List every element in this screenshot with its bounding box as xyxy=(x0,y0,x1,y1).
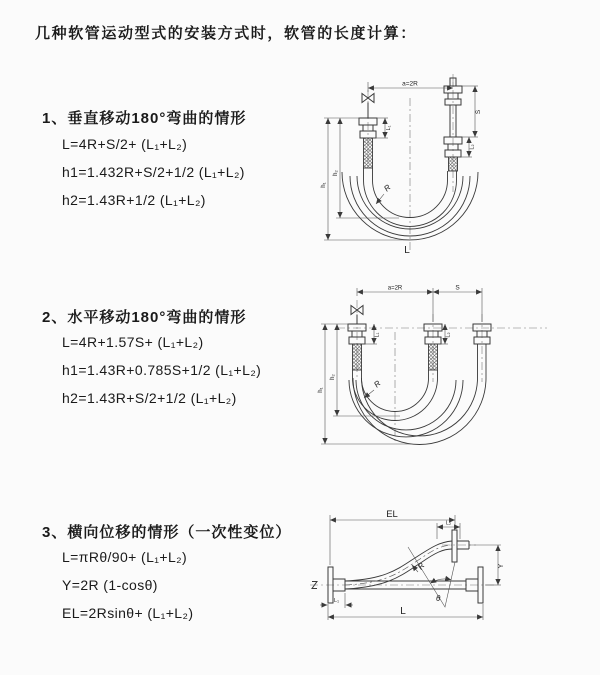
dim-label-l2: L₂ xyxy=(469,144,476,150)
dim-label-h2: h₂ xyxy=(333,170,339,176)
dimension-l2 xyxy=(438,324,452,344)
dim-label-a2r: a=2R xyxy=(387,285,403,292)
dim-label-l1: L₁ xyxy=(334,598,339,604)
section-1-formula-h1: h1=1.432R+S/2+1/2 (L₁+L₂) xyxy=(62,164,245,180)
section-3-formula-y: Y=2R (1-cosθ) xyxy=(62,577,158,593)
radius-label: R xyxy=(372,378,383,390)
braided-hose-section xyxy=(353,344,362,370)
diagram-vertical-180-bend xyxy=(314,70,586,270)
dim-label-s: S xyxy=(455,284,460,292)
dimension-l1 xyxy=(362,324,381,344)
braided-hose-section xyxy=(429,344,438,370)
dimension-l xyxy=(328,604,483,620)
valve-icon xyxy=(351,306,363,325)
section-3-heading: 3、横向位移的情形（一次性变位） xyxy=(42,524,292,541)
dim-label-l2: L₂ xyxy=(445,332,452,338)
dimension-a-2r xyxy=(368,81,453,93)
radius-label: R xyxy=(382,182,393,194)
section-3-formula-l: L=πRθ/90+ (L₁+L₂) xyxy=(62,549,188,565)
length-label: L xyxy=(404,245,410,256)
dimension-s xyxy=(462,86,482,137)
dimension-h1 xyxy=(321,118,410,240)
dim-label-el: EL xyxy=(386,509,398,520)
radius-label: R xyxy=(415,561,427,572)
angle-label: θ xyxy=(436,594,441,603)
left-pipe-fitting xyxy=(348,324,366,370)
dim-label-l1: L₁ xyxy=(386,125,392,131)
displaced-hose-s-curve xyxy=(345,541,452,589)
braided-hose-section xyxy=(449,157,458,171)
section-2-formula-l: L=4R+1.57S+ (L₁+L₂) xyxy=(62,334,204,350)
radius-callout xyxy=(364,379,383,398)
radius-callout xyxy=(376,183,393,204)
section-1-formula-l: L=4R+S/2+ (L₁+L₂) xyxy=(62,136,188,152)
section-2-heading: 2、水平移动180°弯曲的情形 xyxy=(42,309,247,326)
dimension-l1 xyxy=(373,118,393,138)
dimension-s xyxy=(433,285,482,293)
dim-label-y: Y xyxy=(498,563,505,569)
braided-hose-section xyxy=(364,138,373,168)
page-title: 几种软管运动型式的安装方式时，软管的长度计算： xyxy=(35,25,417,42)
dimension-el xyxy=(330,509,455,565)
dimension-l1 xyxy=(320,593,353,608)
section-1-formula-h2: h2=1.43R+1/2 (L₁+L₂) xyxy=(62,192,206,208)
top-right-flange-fitting xyxy=(452,530,469,562)
dim-label-a2r: a=2R xyxy=(402,80,418,88)
dim-label-h2: h₂ xyxy=(330,374,336,380)
dim-label-l1: L₁ xyxy=(374,332,381,338)
centerlines xyxy=(310,545,496,589)
dim-label-h1: h₁ xyxy=(321,182,327,188)
dimension-a-2r xyxy=(357,286,482,323)
diagram-horizontal-180-bend xyxy=(312,282,600,467)
diagram-lateral-displacement xyxy=(300,505,600,655)
section-2-formula-h1: h1=1.43R+0.785S+1/2 (L₁+L₂) xyxy=(62,362,262,378)
centerlines xyxy=(368,74,453,250)
hose-u-bend-arcs xyxy=(349,344,486,445)
radius-callout xyxy=(412,561,427,572)
dim-label-h1: h₁ xyxy=(318,387,324,393)
section-3-formula-el: EL=2Rsinθ+ (L₁+L₂) xyxy=(62,605,194,621)
dim-label-l2: L₂ xyxy=(445,520,452,527)
length-label: L xyxy=(400,606,406,617)
left-pipe-fitting xyxy=(359,118,377,168)
middle-pipe-fitting xyxy=(424,324,442,370)
section-2-formula-h2: h2=1.43R+S/2+1/2 (L₁+L₂) xyxy=(62,390,237,406)
dim-label-s: S xyxy=(475,109,482,115)
section-1-heading: 1、垂直移动180°弯曲的情形 xyxy=(42,110,247,127)
